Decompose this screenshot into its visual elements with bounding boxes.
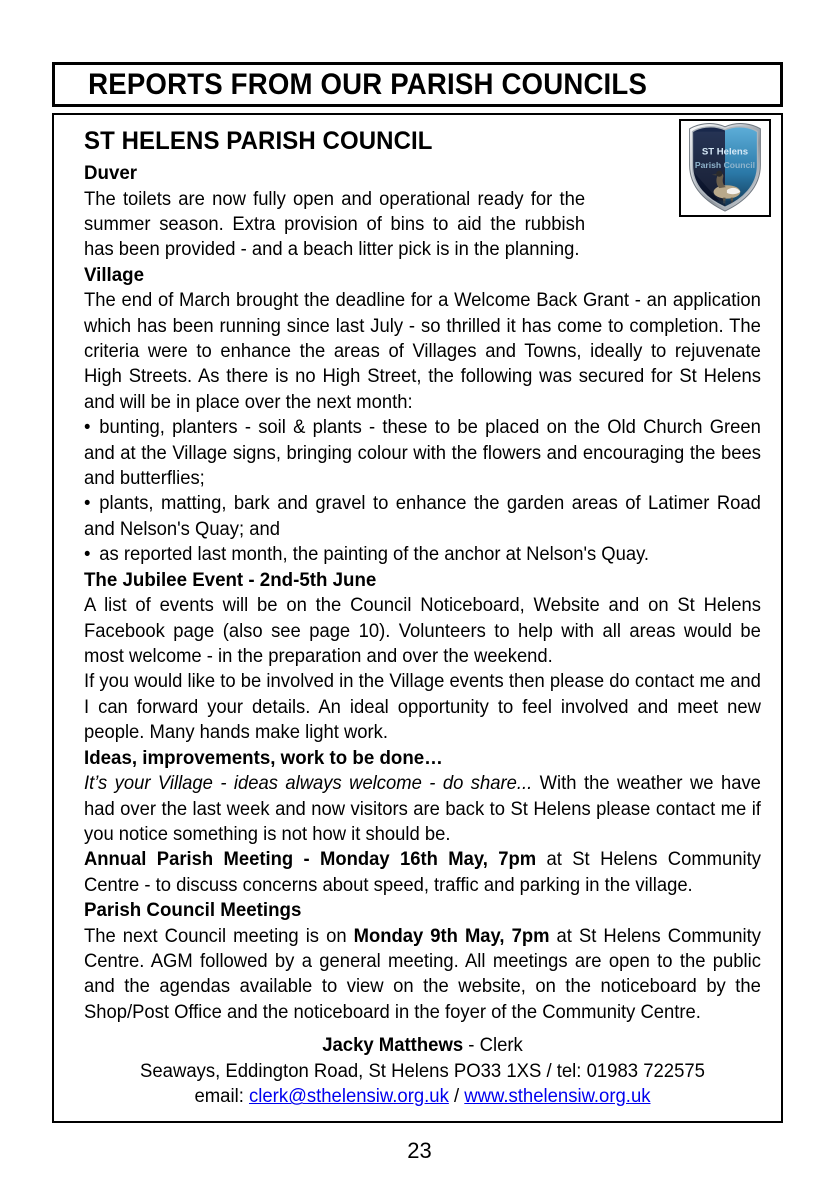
section-heading-duver: Duver [84,162,138,184]
email-link[interactable]: clerk@sthelensiw.org.uk [248,1086,449,1108]
email-label: email: [194,1086,249,1108]
page-header-banner [52,62,783,107]
ideas-paragraph [84,771,761,847]
jubilee-paragraph-1: A list of events will be on the Council Noticeboard, Website and on St Helens Facebook page (also see page 10). Volunteers to help with all areas would be most welcome - in the preparation and over the weekend. [84,595,761,667]
ideas-paragraph-rest: With the weather we have had over the last week and now visitors are back to St Helens please contact me if you notice something is not how it should be. [84,773,761,845]
list-item-text: bunting, planters - soil & plants - these to be placed on the Old Church Green and at the Village signs, bringing colour with the flowers and encouraging the bees and butterflies; [84,417,761,490]
page-title: REPORTS FROM OUR PARISH COUNCILS [88,67,648,101]
clerk-address: Seaways, Eddington Road, St Helens PO33 1XS / tel: 01983 722575 [140,1060,705,1082]
list-item [84,491,761,542]
council-name-heading: ST HELENS PARISH COUNCIL [84,127,433,155]
signature-block [98,1033,748,1110]
section-heading-ideas: Ideas, improvements, work to be done… [84,746,443,769]
signature-name-line [98,1033,748,1059]
list-item-text: as reported last month, the painting of the anchor at Nelson's Quay. [99,544,650,566]
annual-parish-meeting-paragraph [84,847,761,898]
annual-meeting-rest: at St Helens Community Centre - to discuss concerns about speed, traffic and parking in the village. [84,849,761,896]
bullet-marker: • [84,544,91,566]
council-meetings-text-before: The next Council meeting is on [84,925,354,947]
link-separator: / [448,1086,465,1108]
section-heading-village: Village [84,263,145,286]
bullet-marker: • [84,417,91,439]
section-paragraph-village: The end of March brought the deadline for a Welcome Back Grant - an application which has been running since last July - so thrilled it has come to completion. The criteria were to enhance the areas of Villages and Towns, ideally to rejuvenate High Streets. As there is no High Street, the following was secured for St Helens and will be in place over the next month: [84,290,761,413]
council-meetings-text-after: at St Helens Community Centre. AGM followed by a general meeting. All meetings are open to the public and the agendas available to view on the website, on the noticeboard by the Shop/Post Office and the noticeboard in the foyer of the Community Centre. [84,925,761,1023]
section-paragraph-duver: The toilets are now fully open and operational ready for the summer season. Extra provision of bins to aid the rubbish has been provided - and a beach litter pick is in the planning. [84,188,586,261]
article-content [54,115,781,1121]
clerk-name: Jacky Matthews [322,1035,464,1057]
annual-meeting-bold-lead: Annual Parish Meeting - Monday 16th May, 7pm [84,849,537,871]
council-meetings-paragraph [84,924,761,1026]
council-meetings-bold-date: Monday 9th May, 7pm [353,925,550,947]
section-heading-council-meetings: Parish Council Meetings [84,899,302,922]
list-item-text: plants, matting, bark and gravel to enhance the garden areas of Latimer Road and Nelson's Quay; and [84,493,761,540]
logo-line2: Parish Council [694,160,756,170]
bullet-marker: • [84,493,91,515]
parish-council-article-box [52,113,783,1123]
ideas-italic-lead: It’s your Village - ideas always welcome - do share... [84,773,533,795]
list-item [84,415,761,491]
section-heading-jubilee: The Jubilee Event - 2nd-5th June [84,568,377,591]
jubilee-paragraph-2: If you would like to be involved in the Village events then please do contact me and I can forward your details. An ideal opportunity to feel involved and meet new people. Many hands make light work. [84,671,761,744]
logo-line1: ST Helens [701,146,749,158]
clerk-role: - Clerk [463,1035,523,1057]
contact-links-line [98,1084,748,1110]
list-item [84,542,761,567]
website-link[interactable]: www.sthelensiw.org.uk [464,1086,651,1108]
page-number: 23 [407,1138,432,1163]
